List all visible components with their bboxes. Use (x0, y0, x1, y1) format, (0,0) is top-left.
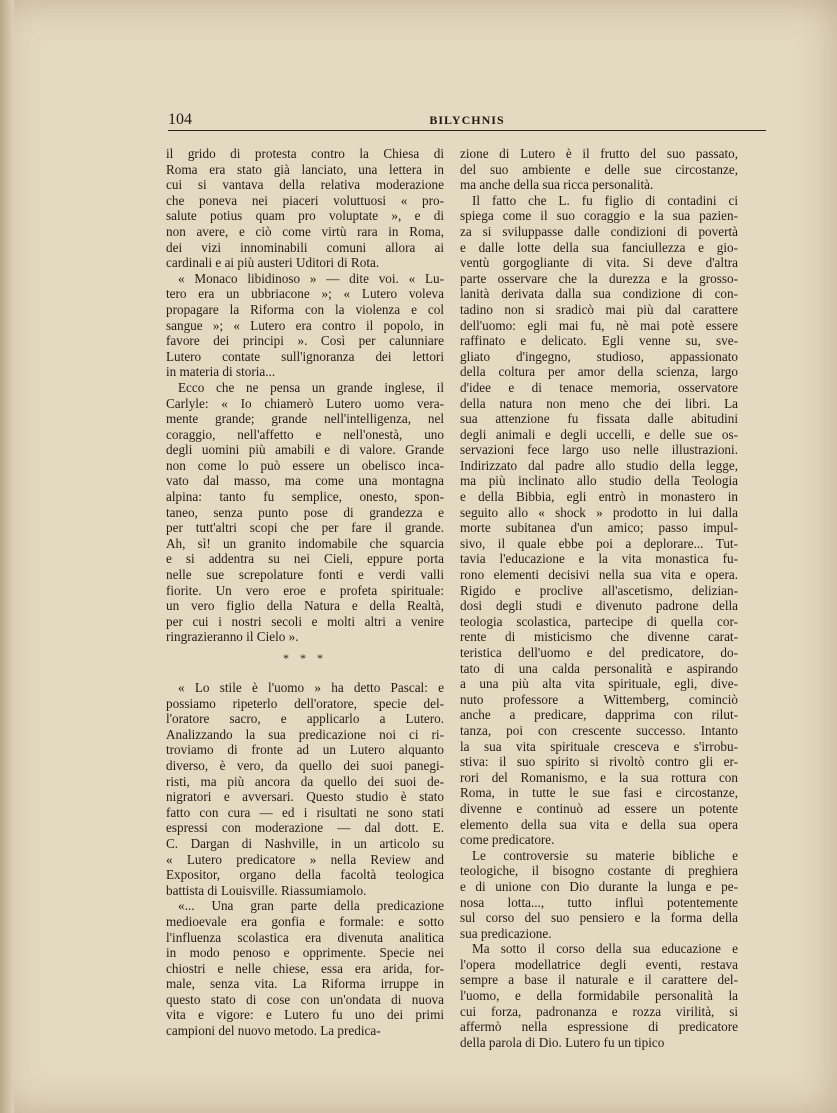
text-line: Le controversie su materie bibliche e (472, 847, 738, 863)
text-line: campioni del nuovo metodo. La predica- (166, 1023, 381, 1039)
text-line: taneo, senza punto pose di grandezza e (166, 504, 444, 520)
text-line: cui si vantava della relativa moderazione (166, 177, 444, 193)
text-line: degli uomini più amabili e di valore. Grande (166, 442, 444, 458)
text-line: spiega come il suo coraggio e la sua pazien- (460, 208, 738, 224)
text-line: morte subitanea d'un amico; passo impul- (460, 520, 738, 536)
text-line: Ma sotto il corso della sua educazione e (472, 941, 738, 957)
text-line: dosi degli studi e divenuto padrone della (460, 598, 738, 614)
text-line: diverso, è vero, da quello dei suoi panegi- (166, 757, 444, 773)
text-line: questo stato di cose con un'ondata di nuova (166, 991, 444, 1007)
text-line: medioevale era gonfia e formale: e sotto (166, 913, 444, 929)
text-line: rori del Romanismo, e la sua rottura con (460, 769, 738, 785)
text-line: degli animali e degli uccelli, e delle sue os- (460, 426, 738, 442)
text-line: per tutt'altri scopi che per fare il grande. (166, 520, 444, 536)
text-line: sivo, il quale ebbe poi a deplorare... Tut- (460, 535, 738, 551)
text-line: cardinali e ai più austeri Uditori di Rota. (166, 255, 380, 271)
text-line: ringrazieranno il Cielo ». (166, 629, 299, 645)
text-line: teologia scolastica, partecipe di quella cor- (460, 613, 738, 629)
text-line: come predicatore. (460, 832, 555, 848)
text-line: teristica dell'uomo e del predicatore, do- (460, 645, 738, 660)
text-line: tato di una calda personalità e aspirando (460, 660, 738, 676)
text-line: gliato d'ingegno, studioso, appassionato (460, 348, 738, 364)
text-line: «... Una gran parte della predicazione (178, 898, 444, 914)
text-line: ventù gorgogliante di vita. Si deve d'altra (460, 255, 738, 271)
page-header (168, 108, 766, 131)
text-line: Lutero contate sull'ignoranza dei lettori (166, 348, 444, 364)
text-line: e di unione con Dio durante la lunga e pe- (460, 878, 738, 894)
text-line: mente grande; grande nell'intelligenza, nel (166, 411, 444, 427)
text-line: Expositor, organo della facoltà teologica (166, 867, 444, 883)
text-line: male, senza vita. La Riforma irruppe in (166, 976, 444, 992)
text-line: d'idee e di tenace memoria, osservatore (460, 379, 738, 395)
text-line: nosa lotta..., tutto influì potentemente (460, 894, 738, 910)
text-line: « Lutero predicatore » nella Review and (166, 851, 444, 867)
text-line: parte osservare che la durezza e la grosso- (460, 270, 738, 286)
text-line: sua attenzione fu fissata dalle abitudini (460, 411, 738, 427)
text-line: in materia di storia... (166, 364, 276, 380)
text-line: raffinato e delicato. Egli venne su, sve- (460, 333, 738, 349)
text-line: Roma, in tutte le sue fasi e circostanze, (460, 785, 738, 801)
text-line: vita e vigore: e Lutero fu uno dei primi (166, 1007, 444, 1023)
text-line: fatto con cura — ed i risultati ne sono stati (166, 804, 444, 820)
text-line: in modo penoso e opprimente. Specie nei (166, 945, 444, 961)
text-line: non come lo può essere un obelisco inca- (166, 457, 444, 473)
text-line: e si addentra su nei Cieli, eppure porta (166, 551, 444, 567)
text-line: l'opera modellatrice degli eventi, restava (460, 956, 738, 972)
text-line: del suo ambiente e delle sue circostanze, (460, 161, 738, 177)
text-line: non avere, e ciò come virtù rara in Roma, (166, 223, 444, 239)
text-line: la sua vita spirituale cresceva e s'irrobu- (460, 738, 738, 754)
running-title: BILYCHNIS (429, 113, 505, 127)
text-line: sangue »; « Lutero era contro il popolo, in (166, 317, 444, 333)
left-text-column (166, 146, 444, 1039)
text-line: rente di misticismo che divenne carat- (460, 629, 738, 645)
text-line: nelle sue screpolature fonti e verdi valli (166, 567, 444, 583)
page-edge (0, 0, 14, 1113)
text-line: l'influenza scolastica era divenuta analitica (166, 929, 444, 945)
text-line: della coltura per amor della scienza, largo (460, 364, 738, 380)
text-line: e della Bibbia, egli entrò in monastero in (460, 489, 738, 505)
text-line: troviamo di fronte ad un Lutero alquanto (166, 742, 444, 758)
text-line: tero era un ubbriacone »; « Lutero voleva (166, 286, 444, 302)
text-line: seguito allo « shock » prodotto in lui dalla (460, 504, 738, 520)
text-line: elemento della sua vita e della sua opera (460, 816, 738, 832)
text-line: ma più inclinato allo studio della Teologia (460, 473, 738, 489)
text-line: dei vizi innominabili comuni allora ai (166, 239, 444, 255)
text-line: sempre a base il naturale e il carattere del- (460, 972, 738, 988)
text-line: sul corso del suo pensiero e la forma della (460, 910, 738, 926)
text-line: della parola di Dio. Lutero fu un tipico (460, 1034, 665, 1050)
text-line: chiostri e nelle chiese, essa era arida, for- (166, 960, 444, 976)
text-line: che poneva nei piaceri voluttuosi « pro- (166, 192, 444, 208)
text-line: « Monaco libidinoso » — dite voi. « Lu- (178, 270, 444, 286)
page-number: 104 (168, 111, 192, 128)
text-line: risti, ma più ancora da quello dei suoi de- (166, 773, 444, 789)
text-line: divenne e continuò ad essere un potente (460, 800, 738, 816)
text-line: lanità derivata dalla sua condizione di con- (460, 286, 738, 302)
text-line: a una più alta vita spirituale, egli, dive- (460, 676, 738, 692)
text-line: zione di Lutero è il frutto del suo passato, (460, 146, 738, 161)
text-line: C. Dargan di Nashville, in un articolo su (166, 835, 444, 851)
text-line: dell'uomo: egli mai fu, nè mai potè essere (460, 317, 738, 333)
text-line: ma anche della sua ricca personalità. (460, 177, 654, 193)
text-line: anche a predicare, dapprima con rilut- (460, 707, 738, 723)
text-line: Ecco che ne pensa un grande inglese, il (178, 379, 444, 395)
text-line: Indirizzato dal padre allo studio della legge, (460, 457, 738, 473)
text-line: l'uomo, e della formidabile personalità la (460, 988, 738, 1004)
text-line: cui forza, padronanza e rozza virilità, si (460, 1003, 738, 1019)
text-line: affermò nella espressione di predicatore (460, 1019, 738, 1035)
text-line: sua predicazione. (460, 925, 552, 941)
text-line: fiorite. Un vero eroe e profeta spirituale: (166, 582, 444, 598)
right-text-column (460, 146, 738, 1050)
text-line: espressi con moderazione — dal dott. E. (166, 820, 444, 836)
text-line: Carlyle: « Io chiamerò Lutero uomo vera- (166, 395, 444, 411)
text-line: Ah, sì! un granito indomabile che squarcia (166, 535, 444, 551)
text-line: servazioni fece largo uso nelle illustrazioni. (460, 442, 738, 458)
text-line: l'oratore sacro, e applicarlo a Lutero. (166, 711, 444, 727)
text-line: e dalle lotte della sua fanciullezza e gio- (460, 239, 738, 255)
text-line: favore dei principi ». Così per calunniare (166, 333, 444, 349)
section-separator: * * * (283, 651, 327, 665)
text-line: vato dal masso, ma come una montagna (166, 473, 444, 489)
text-line: rono elementi decisivi nella sua vita e opera. (460, 567, 738, 583)
text-line: Roma era stato già lanciato, una lettera in (166, 161, 444, 177)
text-line: coraggio, nell'affetto e nell'onestà, uno (166, 426, 444, 442)
text-line: della natura non meno che dei libri. La (460, 395, 738, 411)
text-line: salute potius quam pro voluptate », e di (166, 208, 444, 224)
text-line: il grido di protesta contro la Chiesa di (166, 146, 444, 161)
text-line: nigratori e avversari. Questo studio è stato (166, 789, 444, 805)
text-line: stiva: il suo spirito si rivoltò contro gli er- (460, 754, 738, 770)
text-line: Analizzando la sua predicazione noi ci ri- (166, 726, 444, 742)
text-line: za si sviluppasse dalle condizioni di povertà (460, 223, 738, 239)
text-line: Rigido e proclive all'ascetismo, delizian- (460, 582, 738, 598)
text-line: tanza, poi con crescente successo. Intanto (460, 722, 738, 738)
text-line: tavia l'educazione e la vita monastica fu- (460, 551, 738, 567)
text-line: per cui i nostri secoli e molti altri a venire (166, 613, 444, 629)
text-line: battista di Louisville. Riassumiamolo. (166, 882, 367, 898)
text-line: propagare la Riforma con la violenza e col (166, 301, 444, 317)
text-line: « Lo stile è l'uomo » ha detto Pascal: e (178, 680, 444, 695)
text-line: alpina: tanto fu semplice, onesto, spon- (166, 489, 444, 505)
text-line: un vero figlio della Natura e della Realtà, (166, 598, 444, 614)
text-line: possiamo ripeterlo dell'oratore, specie del- (166, 695, 444, 711)
text-line: Il fatto che L. fu figlio di contadini ci (472, 192, 738, 208)
text-line: nuto professore a Wittemberg, cominciò (460, 691, 738, 707)
text-line: teologiche, il bisogno costante di preghiera (460, 863, 738, 879)
text-line: tadino non si sradicò mai più dal carattere (460, 301, 738, 317)
